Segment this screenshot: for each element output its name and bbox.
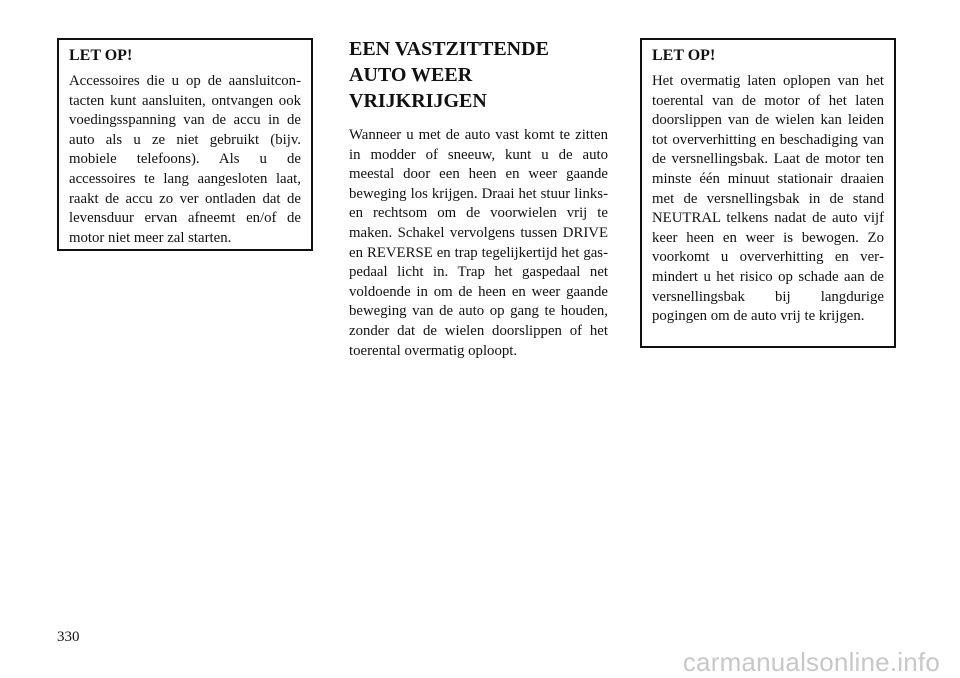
section-heading: EEN VASTZITTENDE AUTO WEER VRIJKRIJGEN bbox=[349, 38, 549, 112]
page-number: 330 bbox=[57, 629, 80, 645]
section-body-text: Wanneer u met de auto vast komt te zitten in modder of sneeuw, kunt u de auto meestal door een heen en weer gaande beweging los krijgen. Draai het stuur links- en rechtsom om de voorwielen vrij te maken. Schakel vervolgens tussen DRIVE en REVERSE en trap tegelijkertijd het gaspedaal licht in. Trap het gaspedaal net voldoende in om de heen en weer gaande beweging van de auto op gang te houden, zonder dat de wielen doorslippen of het toerental overmatig oploopt. bbox=[349, 127, 608, 359]
section-freeing-stuck-vehicle bbox=[349, 36, 608, 361]
caution-title-right: LET OP! bbox=[652, 47, 716, 64]
caution-title-left: LET OP! bbox=[69, 47, 133, 64]
watermark-text: carmanualsonline.info bbox=[682, 647, 940, 677]
caution-box-left bbox=[57, 38, 313, 251]
caution-box-right bbox=[640, 38, 896, 348]
caution-text-left: Accessoires die u op de aansluitcontacten kunt aansluiten, ontvangen ook voedingsspanning van de accu in de auto als u ze niet gebruikt (bijv. mobiele telefoons). Als u de accessoires te lang aangesloten laat, raakt de accu zo ver ontladen dat de levensduur ervan afneemt en/of de motor niet meer zal starten. bbox=[69, 73, 301, 246]
caution-text-right: Het overmatig laten oplopen van het toerental van de motor of het laten doorslippen van de wielen kan leiden tot oververhitting en beschadiging van de versnellingsbak. Laat de motor ten minste één minuut stationair draaien met de versnellingsbak in de stand NEUTRAL telkens nadat de auto vijf keer heen en weer is bewogen. Zo voorkomt u oververhitting en vermindert u het risico op schade aan de versnellingsbak bij langdurige pogingen om de auto vrij te krijgen. bbox=[652, 73, 884, 325]
